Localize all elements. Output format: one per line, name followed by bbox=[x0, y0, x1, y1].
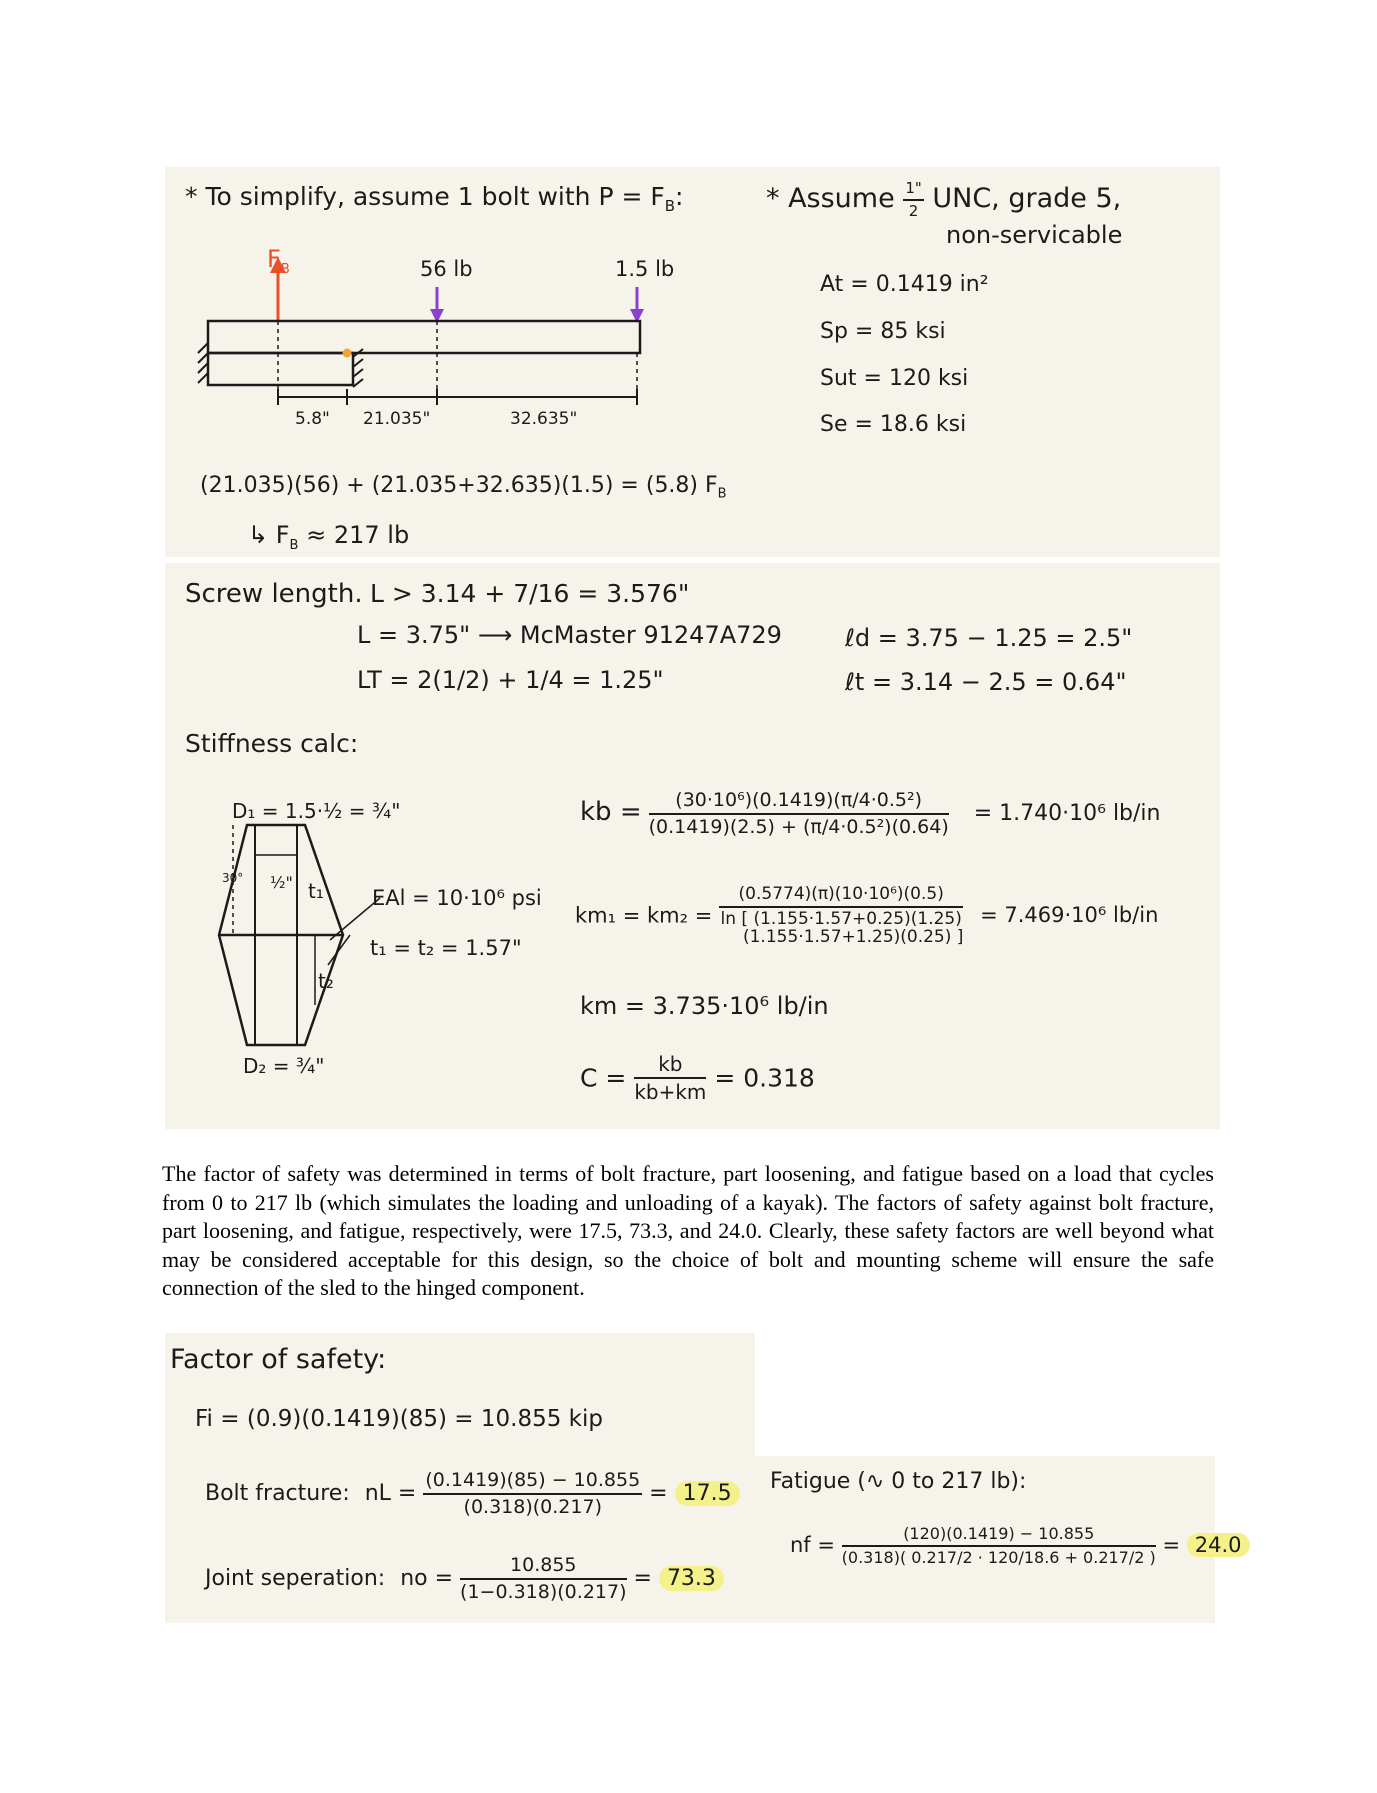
label-fb: $F_B$ bbox=[267, 245, 290, 277]
frustum-angle: 30° bbox=[222, 871, 244, 885]
prop-sp: Sp = 85 ksi bbox=[820, 319, 946, 344]
fos-title: Factor of safety: bbox=[170, 1344, 387, 1375]
joint-separation-equation: Joint seperation: no = $\frac{10.855}{(1-0.318)(0.217)}$ = 73.3 bbox=[205, 1555, 724, 1603]
fatigue-fraction: $\frac{(120)(0.1419) - 10.855}{(0.318)( 0.217/2 \cdot 120/18.6 + 0.217/2 )}$ bbox=[841, 1524, 1156, 1567]
stiffness-calc-label: Stiffness calc: bbox=[185, 729, 359, 758]
kb-equation: kb = $\frac{\text{(30·10⁶)(0.1419)(π/4·0.5²)}}{\text{(0.1419)(2.5) + (π/4·0.5²)(0.64)}}$ = 1.740·10⁶ lb/in bbox=[580, 789, 1161, 838]
screw-lt: ℓt = 3.14 − 2.5 = 0.64" bbox=[845, 668, 1127, 696]
elastic-modulus: EAl = 10·10⁶ psi bbox=[372, 886, 542, 910]
km-total: km = 3.735·10⁶ lb/in bbox=[580, 992, 829, 1020]
dimension-label-1: 5.8" bbox=[295, 409, 330, 429]
joint-separation-fraction: $\frac{10.855}{(1-0.318)(0.217)}$ bbox=[460, 1554, 627, 1603]
bolt-fracture-fraction: $\frac{(0.1419)(85) - 10.855}{(0.318)(0.217)}$ bbox=[425, 1469, 641, 1518]
dimension-label-2: 21.035" bbox=[363, 409, 431, 429]
fatigue-title: Fatigue (∿ 0 to 217 lb): bbox=[770, 1469, 1027, 1494]
c-fraction: $\frac{kb}{kb+km}$ bbox=[634, 1052, 707, 1104]
moment-equation: (21.035)(56) + (21.035+32.635)(1.5) = (5.8) $F_B$ bbox=[200, 473, 727, 502]
bracket-hatch bbox=[353, 349, 363, 387]
label-load-56: 56 lb bbox=[420, 257, 473, 281]
joint-separation-result: 73.3 bbox=[659, 1566, 724, 1591]
safety-factor-paragraph: The factor of safety was determined in terms of bolt fracture, part loosening, and fatigue based on a load that cycles from 0 to 217 lb (which simulates the loading and unloading of a kayak). The factors of safety against bolt fracture, part loosening, and fatigue, respectively, were 17.5, 73.3, and 24.0. Clearly, these safety factors are well beyond what may be considered acceptable for this design, so the choice of bolt and mounting scheme will ensure the safe connection of the sled to the hinged component. bbox=[162, 1161, 1214, 1300]
fatigue-equation: nf = $\frac{(120)(0.1419) - 10.855}{(0.318)( 0.217/2 \cdot 120/18.6 + 0.217/2 )}$ = 24.0 bbox=[790, 1525, 1250, 1566]
beam-bottom bbox=[208, 353, 353, 385]
bolt-assumption-title: * Assume $\frac{1"}{2}$ UNC, grade 5, bbox=[766, 179, 1122, 220]
frustum-t1: t₁ bbox=[308, 879, 324, 903]
screw-l-chosen: L = 3.75" ⟶ McMaster 91247A729 bbox=[357, 621, 782, 649]
left-wall-hatch bbox=[198, 343, 208, 383]
screw-length-label: Screw length. bbox=[185, 579, 363, 609]
preload-equation: Fi = (0.9)(0.1419)(85) = 10.855 kip bbox=[195, 1406, 603, 1432]
dimension-guides bbox=[278, 321, 637, 400]
frustum-t2: t₂ bbox=[318, 969, 334, 993]
frustum-half: ½" bbox=[270, 873, 293, 892]
bolt-serviceability: non-servicable bbox=[946, 221, 1123, 249]
frustum-d2: D₂ = ¾" bbox=[243, 1054, 325, 1078]
pivot-point bbox=[343, 349, 352, 358]
member-thickness: t₁ = t₂ = 1.57" bbox=[370, 936, 522, 960]
screw-thread-length: LT = 2(1/2) + 1/4 = 1.25" bbox=[357, 666, 664, 694]
km-equation: km₁ = km₂ = (0.5774)(π)(10·10⁶)(0.5) ln [ (1.155·1.57+0.25)(1.25) (1.155·1.57+1.25)(0.25) ] = 7.469·10⁶ lb/in bbox=[575, 884, 1159, 948]
dimension-label-3: 32.635" bbox=[510, 409, 578, 429]
joint-constant: C = $\frac{kb}{kb+km}$ = 0.318 bbox=[580, 1052, 815, 1104]
fb-result: ↳ $F_B \approx 217$ lb bbox=[248, 521, 410, 553]
bolt-size-fraction: $\frac{1"}{2}$ bbox=[905, 179, 922, 220]
kb-fraction: $\frac{\text{(30·10⁶)(0.1419)(π/4·0.5²)}}{\text{(0.1419)(2.5) + (π/4·0.5²)(0.64)}}$ bbox=[648, 789, 949, 838]
screw-ld: ℓd = 3.75 − 1.25 = 2.5" bbox=[845, 624, 1133, 652]
bolt-fracture-result: 17.5 bbox=[675, 1481, 740, 1506]
screw-l-min: L > 3.14 + 7/16 = 3.576" bbox=[370, 579, 690, 608]
prop-se: Se = 18.6 ksi bbox=[820, 412, 967, 437]
km-fraction: (0.5774)(π)(10·10⁶)(0.5) ln [ (1.155·1.57+0.25)(1.25) (1.155·1.57+1.25)(0.25) ] bbox=[720, 884, 964, 948]
bolt-fracture-equation: Bolt fracture: nL = $\frac{(0.1419)(85) - 10.855}{(0.318)(0.217)}$ = 17.5 bbox=[205, 1470, 740, 1518]
frustum-d1: D₁ = 1.5·½ = ¾" bbox=[232, 799, 401, 823]
prop-sut: Sut = 120 ksi bbox=[820, 366, 969, 391]
beam-top bbox=[208, 321, 640, 353]
prop-at: At = 0.1419 in² bbox=[820, 272, 989, 297]
load-assumption-title: * To simplify, assume 1 bolt with $P = F_B$: bbox=[185, 182, 684, 215]
label-load-15: 1.5 lb bbox=[615, 257, 675, 281]
fatigue-result: 24.0 bbox=[1187, 1533, 1250, 1557]
